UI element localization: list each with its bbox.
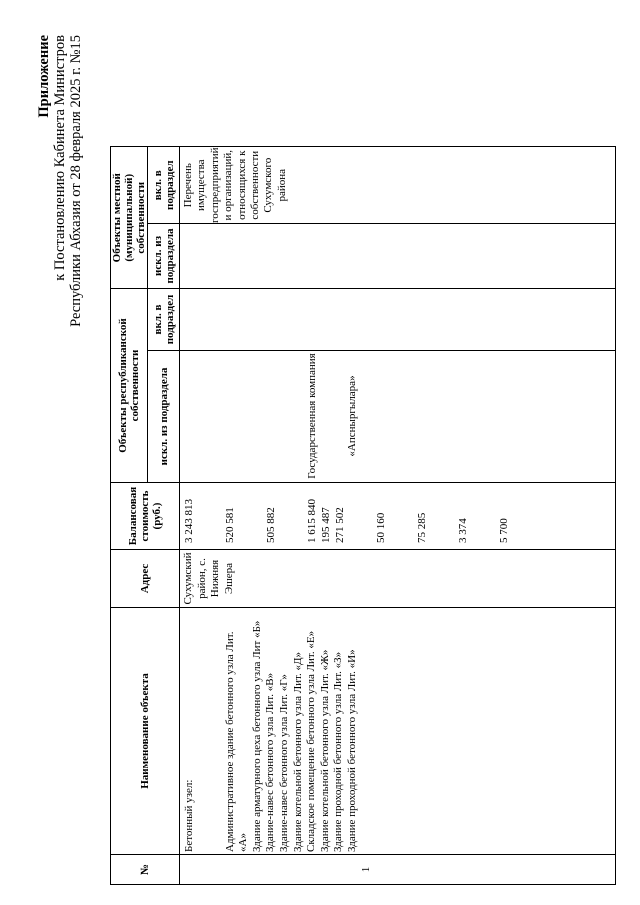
row-address-cell bbox=[180, 550, 616, 608]
header-mun-excluded: искл. из подраздела bbox=[148, 224, 180, 289]
row-num-cell bbox=[180, 855, 616, 885]
header-municipal: Объекты местной (муниципальной) собственности bbox=[111, 147, 148, 289]
balance-value: 3 374 bbox=[457, 518, 469, 543]
object-name: Здание проходной бетонного узла Лит. «З» bbox=[332, 651, 345, 852]
object-name: Бетонный узел: bbox=[183, 779, 195, 852]
object-address: Сухумский район, с. Нижняя Эшера bbox=[182, 552, 235, 605]
object-name: Здание-навес бетонного узла Лит. «В» bbox=[264, 672, 277, 852]
row-name-cell bbox=[180, 608, 616, 855]
header-name: Наименование объекта bbox=[111, 608, 180, 855]
appendix-title: Приложение bbox=[36, 35, 52, 118]
balance-value: 505 882 bbox=[265, 507, 277, 543]
balance-value: 3 243 813 bbox=[183, 499, 195, 543]
header-rep-excluded: искл. из подраздела bbox=[148, 351, 180, 483]
balance-value: 5 700 bbox=[498, 518, 510, 543]
object-name: Здание котельной бетонного узла Лит. «Ж» bbox=[318, 649, 331, 852]
header-mun-included: вкл. в подраздел bbox=[148, 147, 180, 224]
object-name: Здание проходной бетонного узла Лит. «И» bbox=[345, 649, 358, 852]
object-name: Складское помещение бетонного узла Лит. «Е» bbox=[305, 630, 318, 852]
row-balance-cell bbox=[180, 483, 616, 550]
property-table bbox=[110, 146, 616, 885]
header-num: № bbox=[111, 855, 180, 885]
header-republic: Объекты республиканской собственности bbox=[111, 289, 148, 483]
row-rep-included-cell bbox=[180, 289, 616, 351]
state-company-name: «Апсныргылара» bbox=[346, 375, 358, 457]
object-name: Административное здание бетонного узла Лит. «А» bbox=[223, 631, 250, 852]
row-rep-excluded-cell bbox=[180, 351, 616, 483]
row-mun-excluded-cell bbox=[180, 224, 616, 289]
row-number: 1 bbox=[360, 866, 372, 873]
object-name: Здание-навес бетонного узла Лит. «Г» bbox=[277, 674, 290, 852]
header-rep-included: вкл. в подраздел bbox=[148, 289, 180, 351]
row-mun-included-cell bbox=[180, 147, 616, 224]
balance-value: 50 160 bbox=[375, 512, 387, 543]
balance-value: 195 487 bbox=[320, 507, 332, 543]
balance-value: 1 615 840 bbox=[306, 499, 318, 543]
balance-values bbox=[180, 483, 610, 549]
header-address: Адрес bbox=[111, 550, 180, 608]
header-balance: Балансовая стоимость (руб.) bbox=[111, 483, 180, 550]
municipal-included-text: Перечень имущества госпредприятий и организаций, относящихся к собственности Сухумского района bbox=[182, 147, 288, 223]
object-name: Здание арматурного цеха бетонного узла Лит «Б» bbox=[250, 620, 263, 852]
header-line-2: Республики Абхазия от 28 февраля 2025 г. №15 bbox=[68, 35, 84, 327]
balance-value: 271 502 bbox=[334, 507, 346, 543]
object-names bbox=[180, 608, 363, 854]
object-name: Здание котельной бетонного узла Лит. «Д» bbox=[291, 651, 304, 852]
balance-value: 520 581 bbox=[224, 507, 236, 543]
balance-value: 75 285 bbox=[416, 512, 428, 543]
state-company-label: Государственная компания bbox=[306, 353, 318, 479]
header-line-1: к Постановлению Кабинета Министров bbox=[52, 35, 68, 281]
